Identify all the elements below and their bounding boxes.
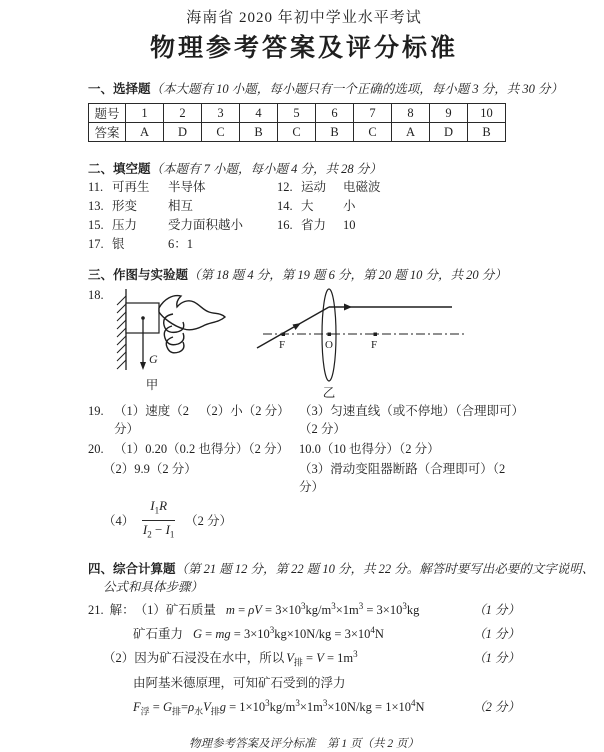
section4-heading-line2 — [88, 578, 520, 596]
q21-line3 — [88, 644, 520, 673]
table-cell: D — [430, 123, 468, 142]
answer-text: 形变 — [112, 199, 138, 213]
fraction-expression — [142, 498, 175, 542]
figure-block-on-wall — [112, 286, 247, 400]
section3-heading — [88, 266, 520, 284]
section4-heading-label: 四、综合计算题 — [88, 562, 176, 576]
question-number: 12. — [277, 180, 293, 194]
q21-line2 — [88, 620, 520, 644]
choice-answer-table — [88, 103, 506, 142]
table-cell: 9 — [430, 104, 468, 123]
question-20-answers-row2 — [88, 460, 520, 496]
question-number: 16. — [277, 218, 293, 232]
answer-text: 受力面积越小 — [168, 218, 244, 232]
answer-text: 运动 — [301, 180, 327, 194]
section4-heading-note2: 公式和具体步骤） — [103, 580, 204, 594]
answer-text — [343, 235, 520, 254]
answer-text: （1）0.20（0.2 也得分）（2 分） — [114, 442, 290, 456]
answer-text: （3）滑动变阻器断路（合理即可）（2 分） — [299, 462, 506, 494]
q21-line5 — [88, 693, 520, 722]
section-drawing-experiment — [88, 266, 520, 540]
section2-heading — [88, 160, 520, 178]
table-cell-row-label: 答案 — [89, 123, 126, 142]
question-number: 15. — [88, 218, 104, 232]
answer-text: 电磁波 — [343, 180, 381, 194]
answer-text: （1）速度（2 分） — [114, 404, 190, 436]
table-cell: C — [354, 123, 392, 142]
optical-center-dot — [328, 333, 332, 337]
table-cell-row-label: 题号 — [89, 104, 126, 123]
table-row-answers — [89, 123, 506, 142]
answer-text — [301, 235, 343, 254]
section4-heading-note: （第 21 题 12 分，第 22 题 10 分，共 22 分。解答时要写出必要的文字说明、 — [175, 562, 595, 576]
question-number: 19. — [88, 404, 104, 418]
step-label: （1）矿石质量 — [134, 603, 216, 618]
answer-text: （3）匀速直线（或不停地）（合理即可）（2 分） — [299, 404, 518, 436]
table-cell: B — [316, 123, 354, 142]
answer-text: （2）9.9（2 分） — [103, 462, 197, 476]
focal-point-left-label: F — [279, 339, 286, 351]
section4-heading — [88, 560, 595, 578]
question-20-answers-row1 — [88, 440, 520, 458]
gravity-label: G — [149, 352, 158, 366]
table-cell: 10 — [468, 104, 506, 123]
formula-mass: $m = \rho V = 3\times 10^3kg/m^3\times 1m^3 = 3\times 10^3kg$ — [225, 601, 420, 618]
table-cell: C — [278, 123, 316, 142]
answer-text: 可再生 — [112, 180, 150, 194]
step-label: 矿石重力 — [133, 627, 184, 642]
section-fill-blank — [88, 160, 520, 254]
formula-volume: $V_排 = V = 1m^3$ — [286, 649, 358, 668]
table-cell: A — [392, 123, 430, 142]
fraction-numerator: $I_1R$ — [142, 498, 175, 521]
explanation-text: 由阿基米德原理，可知矿石受到的浮力 — [133, 675, 346, 690]
section2-heading-label: 二、填空题 — [88, 162, 151, 176]
q21-line1 — [88, 596, 520, 620]
page-footer: 物理参考答案及评分标准 第 1 页（共 2 页） — [189, 737, 419, 750]
score-mark: （2 分） — [185, 514, 232, 528]
fill-row — [88, 216, 520, 235]
ray-arrowhead-icon — [293, 323, 302, 330]
table-cell: 5 — [278, 104, 316, 123]
figure-caption: 甲 — [145, 378, 159, 392]
question-number: 13. — [88, 199, 104, 213]
section1-heading — [88, 80, 564, 98]
answer-text: 小 — [343, 199, 356, 213]
table-cell: 3 — [202, 104, 240, 123]
table-cell: 4 — [240, 104, 278, 123]
answer-text: （2）小（2 分） — [199, 404, 290, 418]
figure-caption: 乙 — [322, 386, 336, 400]
question-number: 11. — [88, 180, 104, 194]
question-20-answer-row3 — [88, 497, 520, 540]
answer-text: 银 — [112, 237, 125, 251]
section3-heading-label: 三、作图与实验题 — [88, 268, 189, 282]
score-mark: （1 分） — [473, 603, 520, 618]
score-mark: （1 分） — [473, 651, 520, 666]
focal-point-right-dot — [374, 333, 378, 337]
exam-title: 海南省 2020 年初中学业水平考试 — [186, 10, 422, 26]
wall-block-diagram — [112, 286, 247, 378]
question-18-figures — [88, 286, 520, 400]
q21-line4 — [88, 673, 520, 693]
fill-row — [88, 178, 520, 197]
score-mark: （1 分） — [473, 627, 520, 642]
answer-text: 省力 — [301, 218, 327, 232]
arrowhead-down-icon — [140, 362, 146, 370]
fill-row — [88, 235, 520, 254]
question-number: 18. — [88, 288, 104, 302]
answer-text: 相互 — [168, 199, 194, 213]
table-cell: 8 — [392, 104, 430, 123]
answer-text: 大 — [301, 199, 314, 213]
answer-text: 10.0（10 也得分）（2 分） — [299, 442, 440, 456]
step-label: （2）因为矿石浸没在水中，所以 — [103, 651, 285, 666]
focal-point-right-label: F — [371, 339, 378, 351]
answer-text: 半导体 — [168, 180, 206, 194]
question-number — [277, 235, 301, 254]
section1-heading-note: （本大题有 10 小题，每小题只有一个正确的选项，每小题 3 分，共 30 分） — [150, 82, 564, 96]
wall-hatching — [117, 296, 126, 369]
table-cell: 2 — [164, 104, 202, 123]
question-19-answers — [88, 402, 520, 438]
section2-heading-note: （本题有 7 小题，每小题 4 分，共 28 分） — [150, 162, 382, 176]
table-row-numbers — [89, 104, 506, 123]
question-number: 21. — [88, 603, 104, 618]
table-cell: B — [240, 123, 278, 142]
table-cell: C — [202, 123, 240, 142]
page-title: 物理参考答案及评分标准 — [149, 34, 458, 62]
answer-text: 6：1 — [168, 237, 194, 251]
section3-heading-note: （第 18 题 4 分，第 19 题 6 分，第 20 题 10 分，共 20 分） — [188, 268, 507, 282]
formula-weight: G = mg = $3\times 10^3kg\times 10N/kg = 3\times 10^4N$ — [193, 625, 384, 642]
fraction-denominator: $I_2 - I_1$ — [142, 521, 175, 540]
optical-center-label: O — [325, 339, 333, 351]
table-cell: A — [126, 123, 164, 142]
pressing-hand-icon — [159, 296, 225, 353]
solution-label: 解： — [109, 603, 135, 618]
question-number: 17. — [88, 237, 104, 251]
incident-ray — [257, 307, 329, 348]
table-cell: 1 — [126, 104, 164, 123]
lens-diagram — [255, 286, 470, 386]
section-calculation — [88, 560, 595, 722]
answer-label: （4） — [103, 514, 135, 528]
indent-spacer — [88, 460, 103, 496]
question-number: 20. — [88, 442, 104, 456]
section1-heading-label: 一、选择题 — [88, 82, 151, 96]
table-cell: D — [164, 123, 202, 142]
table-cell: 7 — [354, 104, 392, 123]
figure-lens-ray-diagram — [255, 286, 470, 400]
ray-arrowhead-icon — [344, 304, 352, 311]
score-mark: （2 分） — [473, 700, 520, 715]
answer-text: 压力 — [112, 218, 138, 232]
section-choice — [88, 80, 564, 142]
table-cell: B — [468, 123, 506, 142]
table-cell: 6 — [316, 104, 354, 123]
question-number: 14. — [277, 199, 293, 213]
fill-row — [88, 197, 520, 216]
answer-text: 10 — [343, 218, 356, 232]
formula-buoyancy: $F_浮 = G_排=\rho_水V_排g = 1\times 10^3kg/m^3\times 1m^3\times 10N/kg = 1\times 10^4N$ — [133, 697, 425, 717]
